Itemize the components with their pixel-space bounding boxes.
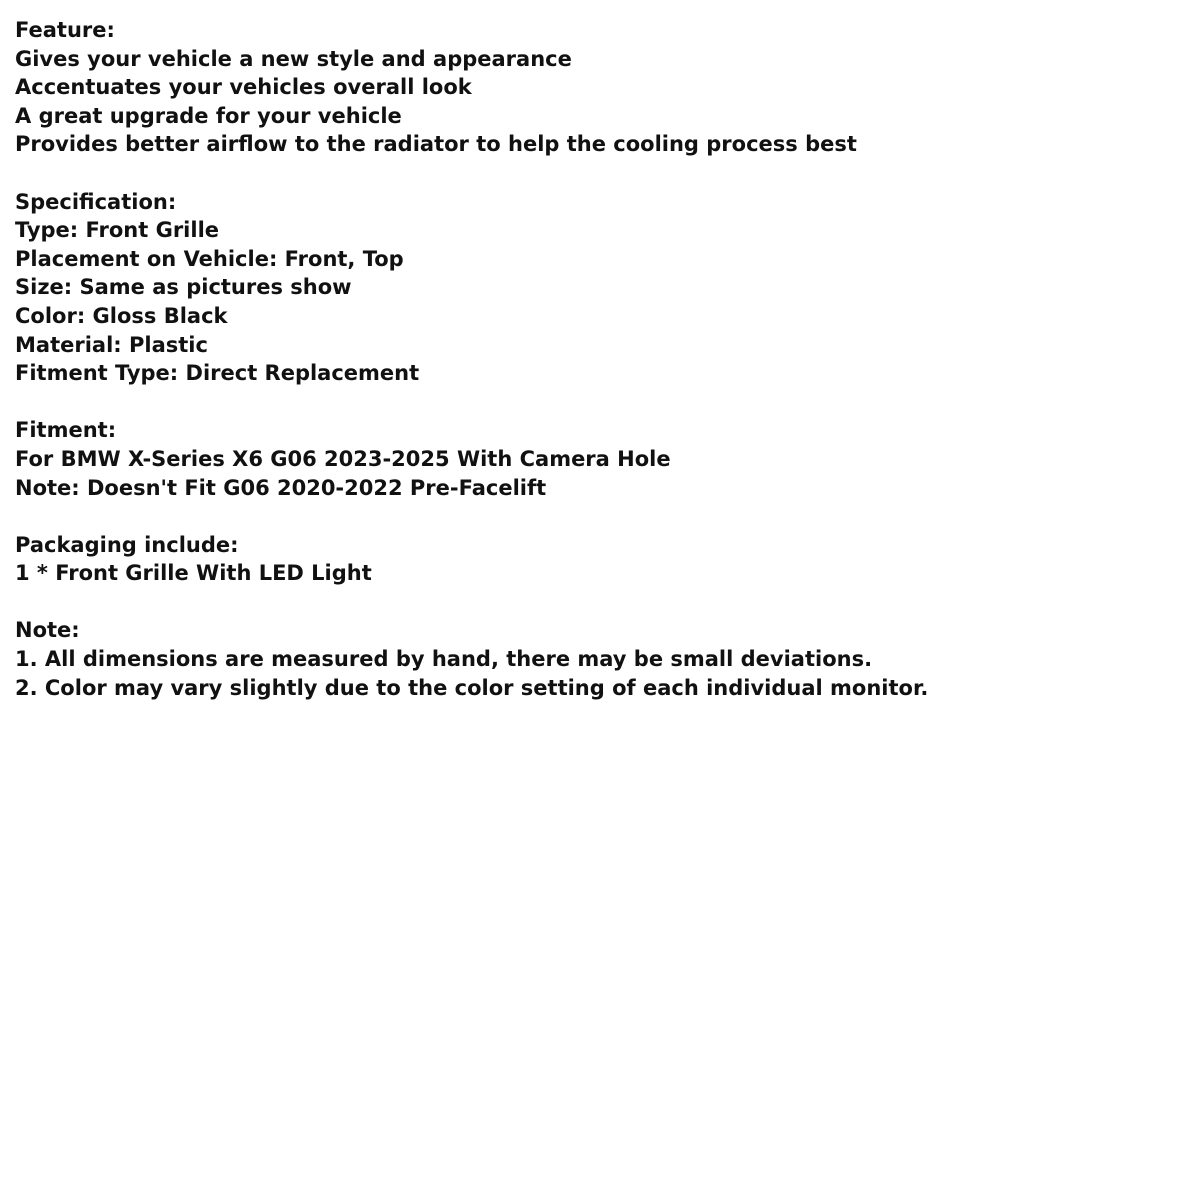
product-description bbox=[15, 16, 1185, 731]
fitment-item: Note: Doesn't Fit G06 2020-2022 Pre-Facelift bbox=[15, 475, 547, 500]
note-item: 1. All dimensions are measured by hand, there may be small deviations. bbox=[15, 647, 873, 672]
fitment-section bbox=[15, 416, 1185, 502]
specification-item: Placement on Vehicle: Front, Top bbox=[15, 246, 404, 271]
specification-section bbox=[15, 188, 1185, 388]
specification-item: Fitment Type: Direct Replacement bbox=[15, 361, 420, 386]
specification-item: Type: Front Grille bbox=[15, 218, 220, 243]
packaging-section bbox=[15, 531, 1185, 588]
feature-item: Provides better airflow to the radiator to help the cooling process best bbox=[15, 132, 857, 157]
feature-item: Accentuates your vehicles overall look bbox=[15, 75, 472, 100]
packaging-item: 1 * Front Grille With LED Light bbox=[15, 561, 372, 586]
fitment-heading: Fitment: bbox=[15, 418, 117, 443]
specification-item: Size: Same as pictures show bbox=[15, 275, 352, 300]
note-item: 2. Color may vary slightly due to the color setting of each individual monitor. bbox=[15, 675, 929, 700]
feature-item: A great upgrade for your vehicle bbox=[15, 103, 402, 128]
feature-heading: Feature: bbox=[15, 18, 115, 42]
specification-item: Color: Gloss Black bbox=[15, 303, 228, 328]
note-section bbox=[15, 616, 1185, 702]
feature-item: Gives your vehicle a new style and appearance bbox=[15, 46, 572, 71]
feature-section bbox=[15, 16, 1185, 159]
specification-item: Material: Plastic bbox=[15, 332, 208, 357]
fitment-item: For BMW X-Series X6 G06 2023-2025 With Camera Hole bbox=[15, 446, 671, 471]
specification-heading: Specification: bbox=[15, 189, 177, 214]
packaging-heading: Packaging include: bbox=[15, 532, 239, 557]
note-heading: Note: bbox=[15, 618, 80, 643]
